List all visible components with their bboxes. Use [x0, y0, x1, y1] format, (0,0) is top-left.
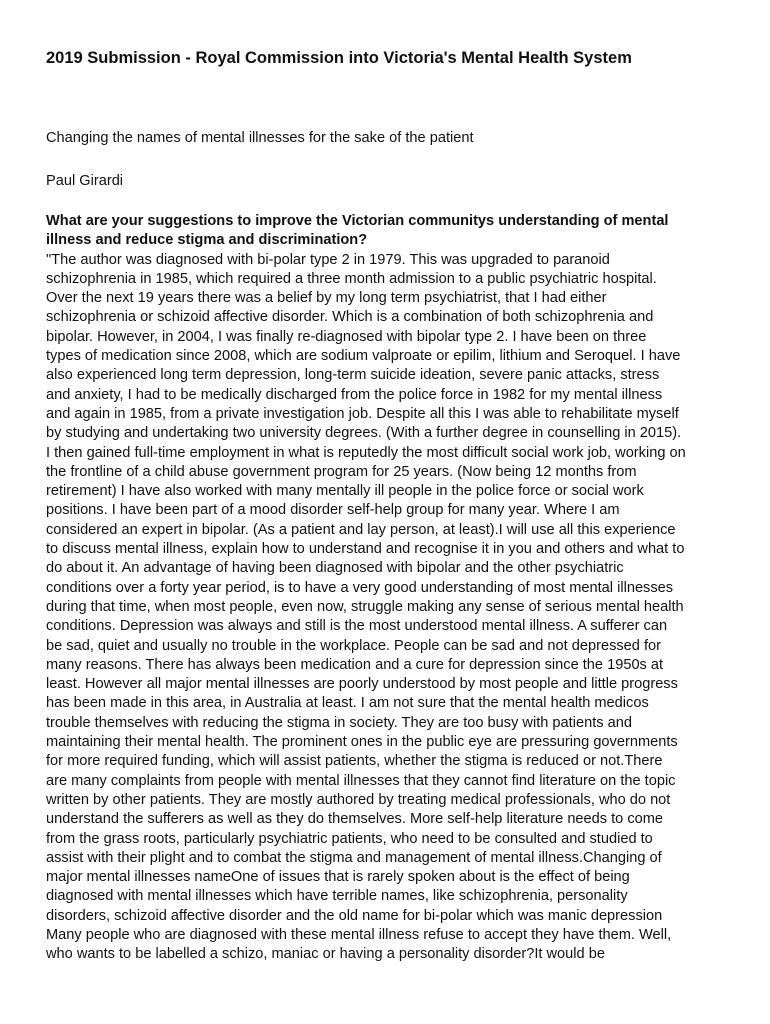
- answer-line: to discuss mental illness, explain how to understand and recognise it in you and others and what to: [46, 541, 685, 558]
- answer-line: written by other patients. They are mostly authored by treating medical professionals, who do not: [46, 791, 671, 808]
- answer-line: who wants to be labelled a schizo, maniac or having a personality disorder?It would be: [46, 946, 605, 963]
- answer-line: has been made in this area, in Australia at least. I am not sure that the mental health medicos: [46, 695, 649, 712]
- answer-line: the frontline of a child abuse government program for 25 years. (Now being 12 months from: [46, 463, 637, 480]
- answer-text: [46, 251, 746, 965]
- answer-line: schizophrenia or schizoid affective disorder. Which is a combination of both schizophrenia and: [46, 309, 654, 326]
- answer-line: understand the sufferers as well as they do themselves. More self-help literature needs to come: [46, 811, 664, 828]
- answer-line: do about it. An advantage of having been diagnosed with bipolar and the other psychiatric: [46, 560, 624, 577]
- answer-line: and again in 1985, from a private investigation job. Despite all this I was able to rehabilitate myself: [46, 405, 679, 422]
- answer-line: assist with their plight and to combat the stigma and management of mental illness.Changing of: [46, 849, 662, 866]
- answer-line: least. However all major mental illnesses are poorly understood by most people and little progress: [46, 676, 678, 693]
- answer-line: trouble themselves with reducing the stigma in society. They are too busy with patients and: [46, 714, 632, 731]
- author-name: Paul Girardi: [46, 173, 124, 189]
- document-title: 2019 Submission - Royal Commission into Victoria's Mental Health System: [46, 49, 632, 67]
- answer-line: for more required funding, which will assist patients, whether the stigma is reduced or not.There: [46, 753, 663, 770]
- answer-line: be sad, quiet and usually no trouble in the workplace. People can be sad and not depressed for: [46, 637, 661, 654]
- answer-line: bipolar. However, in 2004, I was finally re-diagnosed with bipolar type 2. I have been on three: [46, 328, 647, 345]
- submission-body: [46, 212, 746, 965]
- answer-line: considered an expert in bipolar. (As a patient and lay person, at least).I will use all this experience: [46, 521, 676, 538]
- question-heading: [46, 212, 746, 251]
- answer-line: "The author was diagnosed with bi-polar type 2 in 1979. This was upgraded to paranoid: [46, 251, 610, 268]
- answer-line: are many complaints from people with mental illnesses that they cannot find literature on the topic: [46, 772, 676, 789]
- answer-line: positions. I have been part of a mood disorder self-help group for many year. Where I am: [46, 502, 620, 519]
- question-line: illness and reduce stigma and discrimination?: [46, 232, 368, 249]
- answer-line: during that time, when most people, even now, struggle making any sense of serious mental health: [46, 598, 684, 615]
- answer-line: conditions over a forty year period, is to have a very good understanding of most mental illnesses: [46, 579, 674, 596]
- answer-line: schizophrenia in 1985, which required a three month admission to a public psychiatric hospital.: [46, 270, 657, 287]
- answer-line: by studying and undertaking two university degrees. (With a further degree in counselling in 2015).: [46, 425, 682, 442]
- answer-line: retirement) I have also worked with many mentally ill people in the police force or social work: [46, 483, 644, 500]
- question-line: What are your suggestions to improve the Victorian communitys understanding of mental: [46, 213, 669, 229]
- answer-line: diagnosed with mental illnesses which have terrible names, like schizophrenia, personality: [46, 888, 628, 905]
- answer-line: Over the next 19 years there was a belief by my long term psychiatrist, that I had either: [46, 290, 607, 307]
- answer-line: Many people who are diagnosed with these mental illness refuse to accept they have them. Well,: [46, 926, 672, 943]
- answer-line: also experienced long term depression, long-term suicide ideation, severe panic attacks, stress: [46, 367, 660, 384]
- answer-line: maintaining their mental health. The prominent ones in the public eye are pressuring governments: [46, 734, 678, 751]
- answer-line: major mental illnesses nameOne of issues that is rarely spoken about is the effect of being: [46, 869, 630, 886]
- submission-subtitle: Changing the names of mental illnesses for the sake of the patient: [46, 130, 474, 146]
- answer-line: and anxiety, I had to be medically discharged from the police force in 1982 for my mental illness: [46, 386, 663, 403]
- answer-line: disorders, schizoid affective disorder and the old name for bi-polar which was manic depression: [46, 907, 663, 924]
- answer-line: from the grass roots, particularly psychiatric patients, who need to be consulted and studied to: [46, 830, 653, 847]
- answer-line: conditions. Depression was always and still is the most understood mental illness. A sufferer can: [46, 618, 668, 635]
- answer-line: I then gained full-time employment in what is reputedly the most difficult social work job, working on: [46, 444, 686, 461]
- answer-line: types of medication since 2008, which are sodium valproate or epilim, lithium and Seroquel. I have: [46, 348, 681, 365]
- answer-line: many reasons. There has always been medication and a cure for depression since the 1950s at: [46, 656, 664, 673]
